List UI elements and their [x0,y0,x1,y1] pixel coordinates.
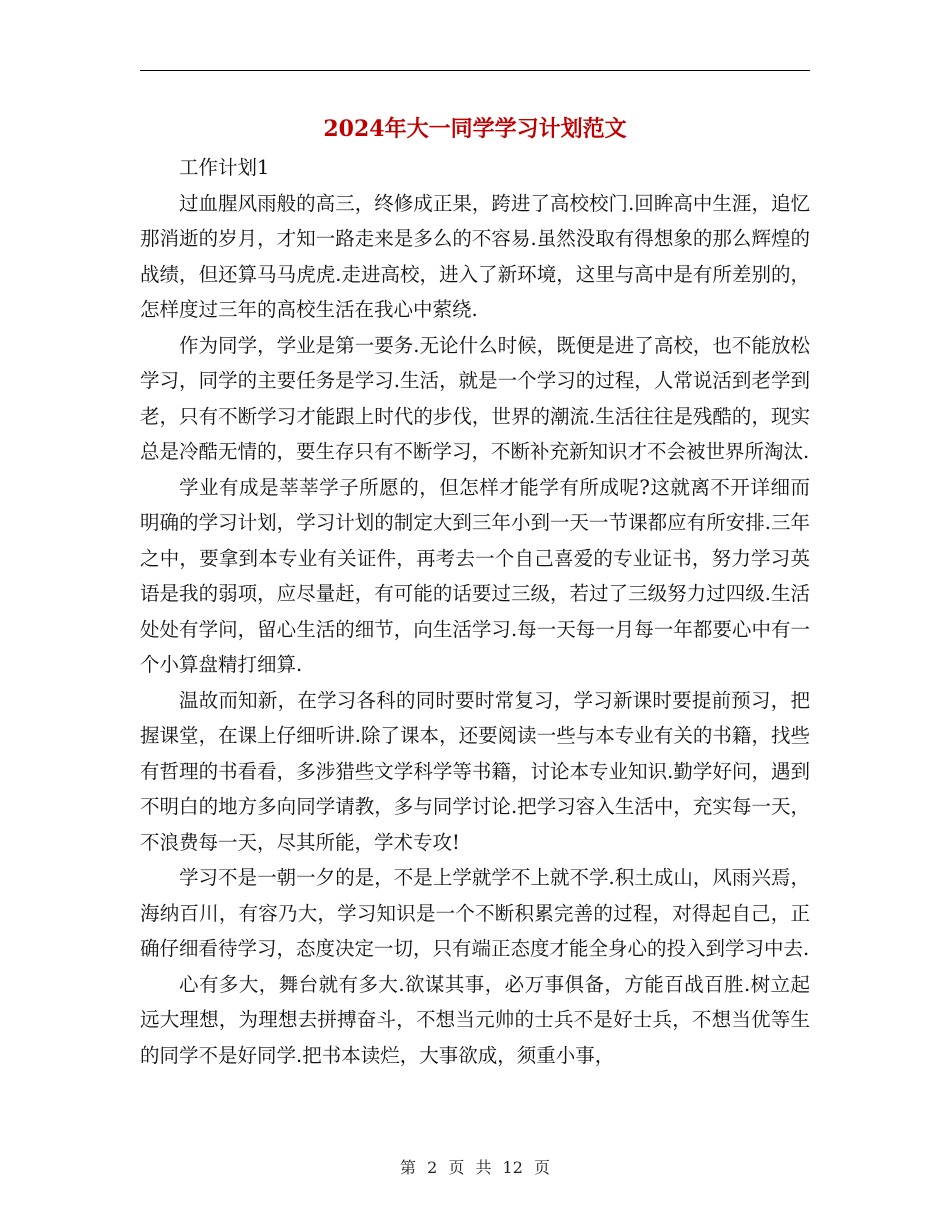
page-number-footer: 第 2 页 共 12 页 [400,1158,550,1177]
paragraph-5: 学习不是一朝一夕的是，不是上学就学不上就不学.积土成山，风雨兴焉，海纳百川，有容乃大，学习知识是一个不断积累完善的过程，对得起自己，正确仔细看待学习，态度决定一切，只有端正态度才能全身心的投入到学习中去. [140,866,810,960]
paragraph-4: 温故而知新，在学习各科的同时要时常复习，学习新课时要提前预习，把握课堂，在课上仔细听讲.除了课本，还要阅读一些与本专业有关的书籍，找些有哲理的书看看，多涉猎些文学科学等书籍，讨论本专业知识.勤学好问，遇到不明白的地方多向同学请教，多与同学讨论.把学习容入生活中，充实每一天，不浪费每一天，尽其所能，学术专攻! [140,688,810,854]
document-body [140,150,810,1073]
paragraph-2: 作为同学，学业是第一要务.无论什么时候，既便是进了高校，也不能放松学习，同学的主要任务是学习.生活，就是一个学习的过程，人常说活到老学到老，只有不断学习才能跟上时代的步伐，世界的潮流.生活往往是残酷的，现实总是冷酷无情的，要生存只有不断学习，不断补充新知识才不会被世界所淘汰. [140,333,810,463]
header-rule [140,70,810,71]
section-heading: 工作计划1 [179,156,270,179]
paragraph-6: 心有多大，舞台就有多大.欲谋其事，必万事俱备，方能百战百胜.树立起远大理想，为理想去拼搏奋斗，不想当元帅的士兵不是好士兵，不想当优等生的同学不是好同学.把书本读烂，大事欲成，须重小事， [140,972,810,1067]
document-title: 2024年大一同学学习计划范文 [323,116,627,142]
paragraph-3: 学业有成是莘莘学子所愿的，但怎样才能学有所成呢?这就离不开详细而明确的学习计划，学习计划的制定大到三年小到一天一节课都应有所安排.三年之中，要拿到本专业有关证件，再考去一个自己喜爱的专业证书，努力学习英语是我的弱项，应尽量赶，有可能的话要过三级，若过了三级努力过四级.生活处处有学问，留心生活的细节，向生活学习.每一天每一月每一年都要心中有一个小算盘精打细算. [140,475,810,676]
paragraph-1: 过血腥风雨般的高三，终修成正果，跨进了高校校门.回眸高中生涯，追忆那消逝的岁月，才知一路走来是多么的不容易.虽然没取有得想象的那么辉煌的战绩，但还算马马虎虎.走进高校，进入了新环境，这里与高中是有所差别的，怎样度过三年的高校生活在我心中萦绕. [140,191,810,321]
